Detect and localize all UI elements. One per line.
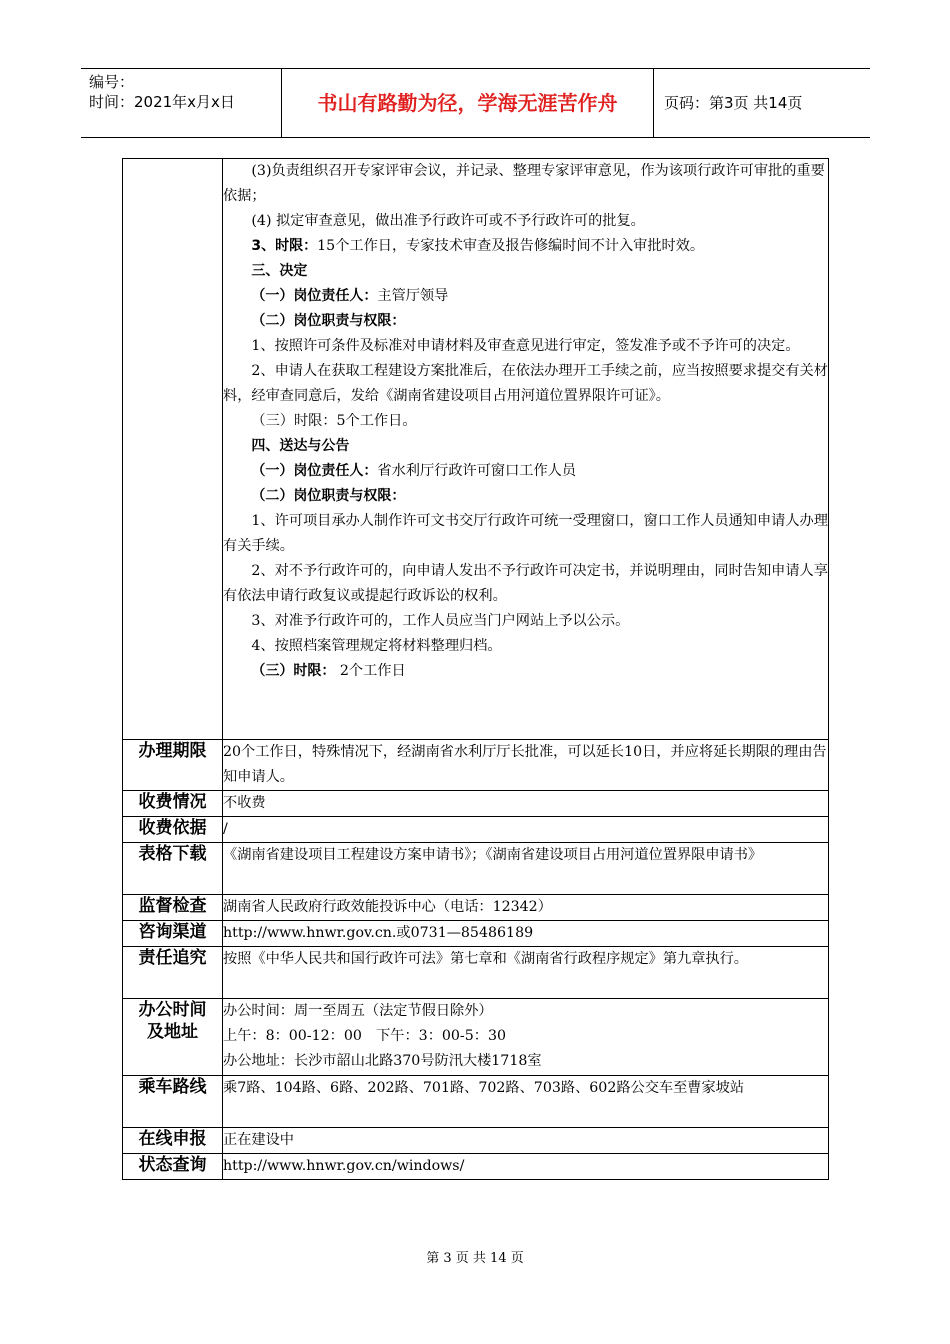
procedure-table — [122, 158, 829, 1180]
code-label: 编号： — [89, 73, 135, 91]
table-row — [123, 791, 829, 817]
office-address: 办公地址：长沙市韶山北路370号防汛大楼1718室 — [223, 1053, 542, 1069]
paragraph: （一）岗位责任人：省水利厅行政许可窗口工作人员 — [251, 463, 577, 479]
fee-basis-value: / — [223, 817, 829, 843]
forms-value: 《湖南省建设项目工程建设方案申请书》；《湖南省建设项目占用河道位置界限申请书》 — [223, 843, 829, 895]
table-row — [123, 1076, 829, 1128]
table-row — [123, 817, 829, 843]
header-page-info: 页码：第3页 共14页 — [664, 94, 803, 112]
table-row — [123, 159, 829, 740]
table-row — [123, 947, 829, 999]
bold-label: （一）岗位责任人： — [251, 288, 378, 304]
date-label: 时间：2021年x月x日 — [89, 93, 235, 111]
table-row — [123, 1128, 829, 1154]
bus-value: 乘7路、104路、6路、202路、701路、702路、703路、602路公交车至曹家坡站 — [223, 1076, 829, 1128]
paragraph: 1、许可项目承办人制作许可文书交厅行政许可统一受理窗口，窗口工作人员通知申请人办理有关手续。 — [223, 513, 828, 554]
paragraph: 3、时限：15个工作日，专家技术审查及报告修编时间不计入审批时效。 — [251, 238, 705, 254]
status-label: 状态查询 — [123, 1154, 223, 1180]
period-label: 办理期限 — [123, 740, 223, 791]
office-times: 上午：8：00-12：00 下午：3：00-5：30 — [223, 1028, 506, 1044]
section-heading: 四、送达与公告 — [251, 438, 350, 454]
header-motto: 书山有路勤为径，学海无涯苦作舟 — [282, 69, 654, 137]
period-value: 20个工作日，特殊情况下，经湖南省水利厅厅长批准，可以延长10日，并应将延长期限的理由告知申请人。 — [223, 740, 829, 791]
table-row — [123, 999, 829, 1076]
section-heading: 三、决定 — [251, 263, 308, 279]
table-row — [123, 740, 829, 791]
paragraph: （一）岗位责任人：主管厅领导 — [251, 288, 449, 304]
header-meta — [81, 69, 282, 137]
paragraph: 2、对不予行政许可的，向申请人发出不予行政许可决定书，并说明理由，同时告知申请人享有依法申请行政复议或提起行政诉讼的权利。 — [223, 563, 828, 604]
liability-value: 按照《中华人民共和国行政许可法》第七章和《湖南省行政程序规定》第九章执行。 — [223, 947, 829, 999]
paragraph: (4) 拟定审查意见，做出准予行政许可或不予行政许可的批复。 — [251, 213, 645, 229]
forms-label: 表格下载 — [123, 843, 223, 895]
office-label: 办公时间 及地址 — [123, 999, 223, 1076]
fee-label: 收费情况 — [123, 791, 223, 817]
paragraph: 2、申请人在获取工程建设方案批准后，在依法办理开工手续之前，应当按照要求提交有关材料，经审查同意后，发给《湖南省建设项目占用河道位置界限许可证》。 — [223, 363, 828, 404]
paragraph: (3)负责组织召开专家评审会议，并记录、整理专家评审意见，作为该项行政许可审批的重要依据； — [223, 163, 825, 204]
supervision-value: 湖南省人民政府行政效能投诉中心（电话：12342） — [223, 895, 829, 921]
paragraph: （三）时限： 2个工作日 — [251, 663, 406, 679]
bus-label: 乘车路线 — [123, 1076, 223, 1128]
status-value: http://www.hnwr.gov.cn/windows/ — [223, 1154, 829, 1180]
bold-label: （三）时限： — [251, 663, 336, 679]
fee-value: 不收费 — [223, 791, 829, 817]
bold-label: （一）岗位责任人： — [251, 463, 378, 479]
paragraph: 4、按照档案管理规定将材料整理归档。 — [251, 638, 502, 654]
table-row — [123, 921, 829, 947]
office-value — [223, 999, 829, 1076]
bold-label: 3、时限： — [251, 238, 318, 254]
table-row — [123, 1154, 829, 1180]
paragraph — [223, 484, 828, 509]
online-label: 在线申报 — [123, 1128, 223, 1154]
table-row — [123, 895, 829, 921]
supervision-label: 监督检查 — [123, 895, 223, 921]
bold-label: （二）岗位职责与权限： — [251, 313, 406, 329]
page-footer: 第 3 页 共 14 页 — [426, 1251, 524, 1266]
paragraph: （三）时限：5个工作日。 — [251, 413, 417, 429]
bold-label: （二）岗位职责与权限： — [251, 488, 406, 504]
office-hours: 办公时间：周一至周五（法定节假日除外） — [223, 1003, 493, 1019]
fee-basis-label: 收费依据 — [123, 817, 223, 843]
page-header — [81, 68, 870, 138]
paragraph: 3、对准予行政许可的，工作人员应当门户网站上予以公示。 — [251, 613, 630, 629]
table-row — [123, 843, 829, 895]
consult-label: 咨询渠道 — [123, 921, 223, 947]
row-label-empty — [123, 159, 223, 740]
liability-label: 责任追究 — [123, 947, 223, 999]
paragraph: 1、按照许可条件及标准对申请材料及审查意见进行审定，签发准予或不予许可的决定。 — [251, 338, 800, 354]
consult-value: http://www.hnwr.gov.cn.或0731—85486189 — [223, 921, 829, 947]
paragraph — [223, 309, 828, 334]
procedure-content — [223, 159, 829, 740]
online-value: 正在建设中 — [223, 1128, 829, 1154]
